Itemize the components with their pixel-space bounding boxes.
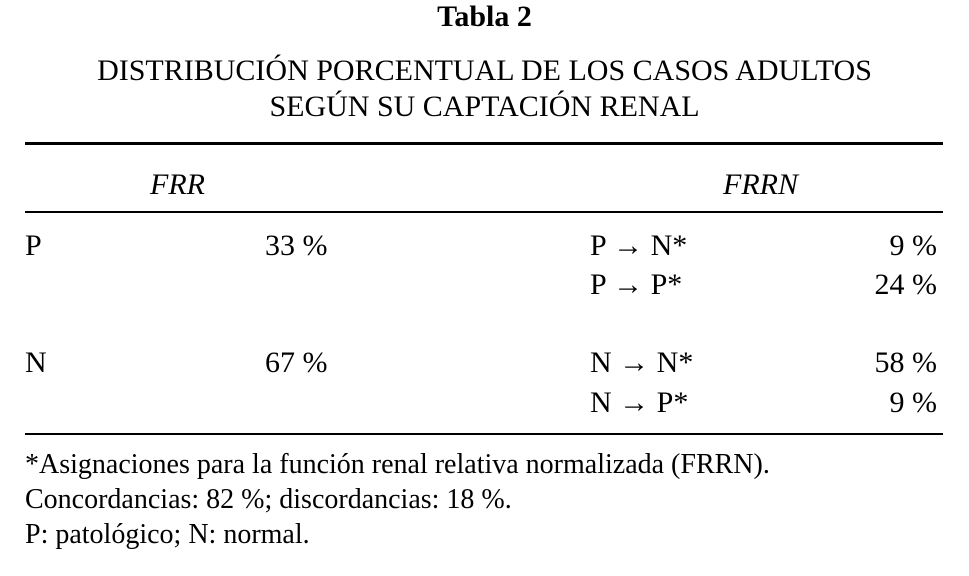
table-label: Tabla 2 [437,0,532,33]
row-n-category: N [25,346,47,379]
row-n-sub-1-label: N → N* [590,346,694,379]
footnote-3: P: patológico; N: normal. [25,519,310,550]
row-p-sub-1-label: P → N* [590,229,688,262]
table-caption-line-2: SEGÚN SU CAPTACIÓN RENAL [269,90,700,123]
row-n-percent: 67 % [265,346,328,379]
row-p-category: P [25,229,42,262]
header-rule [25,211,943,213]
row-p-percent: 33 % [265,229,328,262]
row-p-sub-2-label: P → P* [590,268,683,301]
footnote-2: Concordancias: 82 %; discordancias: 18 %. [25,484,512,515]
row-n-sub-1-percent: 58 % [874,346,937,379]
row-n-sub-2-label: N → P* [590,386,689,419]
header-frr: FRR [150,168,205,201]
footnote-1: *Asignaciones para la función renal relativa normalizada (FRRN). [25,449,770,480]
header-frrn: FRRN [723,168,798,201]
table-caption-line-1: DISTRIBUCIÓN PORCENTUAL DE LOS CASOS ADULTOS [97,54,872,87]
top-rule [25,142,943,145]
row-p-sub-1-percent: 9 % [889,229,937,262]
row-p-sub-2-percent: 24 % [874,268,937,301]
bottom-rule [25,433,943,435]
row-n-sub-2-percent: 9 % [889,386,937,419]
